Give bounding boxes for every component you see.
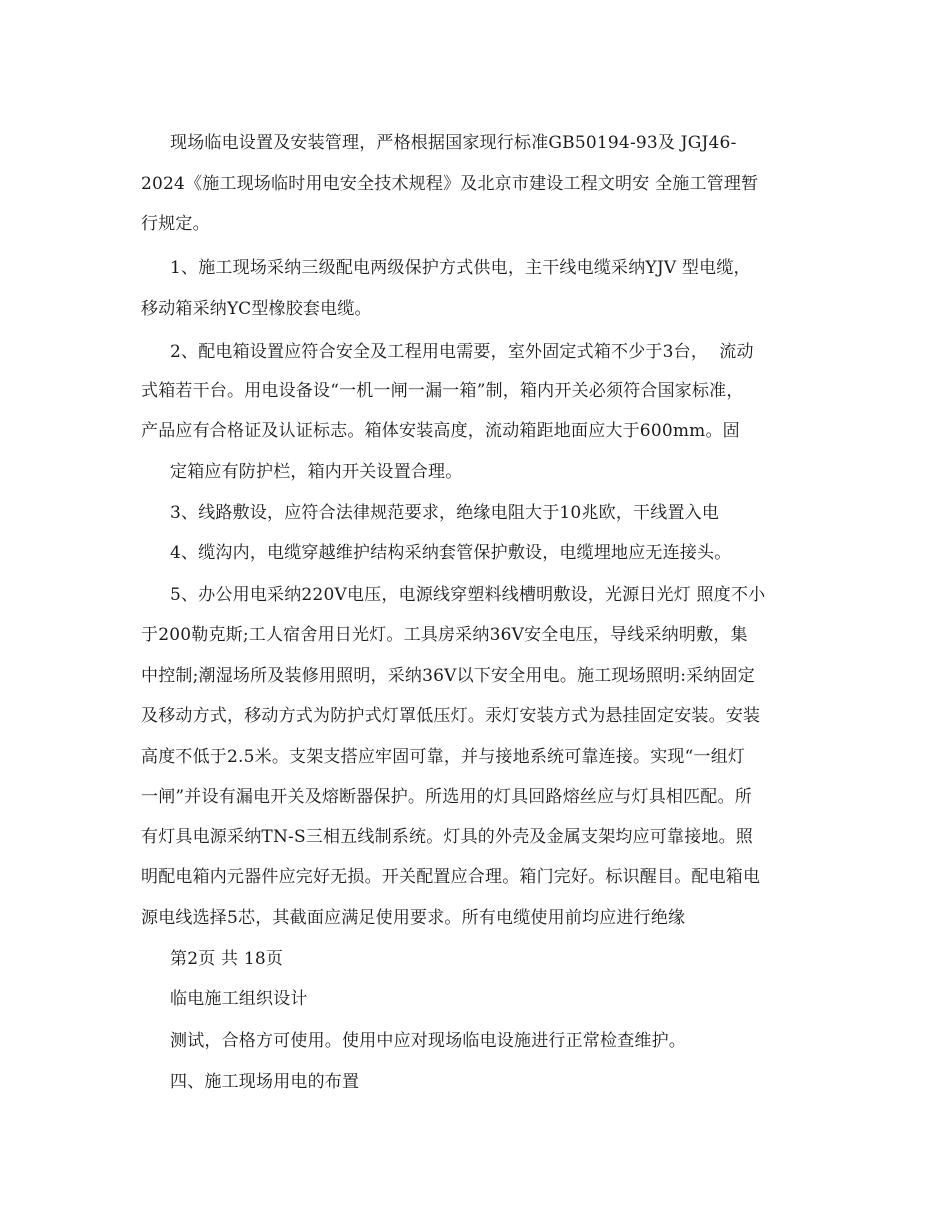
text-line: 测试，合格方可使用。使用中应对现场临电设施进行正常检查维护。 xyxy=(170,1031,686,1051)
text-line: 现场临电设置及安装管理，严格根据国家现行标准GB50194-93及 JGJ46- xyxy=(170,133,737,153)
text-line: 3、线路敷设，应符合法律规范要求，绝缘电阻大于10兆欧，干线置入电 xyxy=(170,503,720,523)
text-line: 定箱应有防护栏，箱内开关设置合理。 xyxy=(170,462,463,482)
section-heading: 四、施工现场用电的布置 xyxy=(170,1072,360,1092)
text-line: 产品应有合格证及认证标志。箱体安装高度，流动箱距地面应大于600mm。固 xyxy=(141,421,740,441)
text-line: 1、施工现场采纳三级配电两级保护方式供电，主干线电缆采纳YJV 型电缆， xyxy=(170,258,751,278)
text-line: 5、办公用电采纳220V电压，电源线穿塑料线槽明敷设，光源日光灯 照度不小 xyxy=(170,585,766,605)
section-title: 临电施工组织设计 xyxy=(170,989,308,1009)
text-line: 于200勒克斯;工人宿舍用日光灯。工具房采纳36V安全电压，导线采纳明敷，集 xyxy=(141,625,748,645)
text-line: 式箱若干台。用电设备设“一机一闸一漏一箱”制，箱内开关必须符合国家标准， xyxy=(141,381,744,401)
text-line: 2、配电箱设置应符合安全及工程用电需要，室外固定式箱不少于3台， 流动 xyxy=(170,342,754,362)
text-line: 移动箱采纳YC型橡胶套电缆。 xyxy=(141,299,372,319)
page-number: 第2页 共 18页 xyxy=(170,949,284,969)
text-line: 一闸”并设有漏电开关及熔断器保护。所选用的灯具回路熔丝应与灯具相匹配。所 xyxy=(141,787,752,807)
text-line: 4、缆沟内，电缆穿越维护结构采纳套管保护敷设，电缆埋地应无连接头。 xyxy=(170,543,732,563)
text-line: 有灯具电源采纳TN-S三相五线制系统。灯具的外壳及金属支架均应可靠接地。照 xyxy=(141,827,754,847)
text-line: 明配电箱内元器件应完好无损。开关配置应合理。箱门完好。标识醒目。配电箱电 xyxy=(141,867,761,887)
text-line: 2024《施工现场临时用电安全技术规程》及北京市建设工程文明安 全施工管理暂 xyxy=(141,174,759,194)
text-line: 及移动方式，移动方式为防护式灯罩低压灯。汞灯安装方式为悬挂固定安装。安装 xyxy=(141,706,761,726)
text-line: 行规定。 xyxy=(141,214,210,234)
text-line: 高度不低于2.5米。支架支搭应牢固可靠，并与接地系统可靠连接。实现“一组灯 xyxy=(141,747,746,767)
text-line: 中控制;潮湿场所及装修用照明，采纳36V以下安全用电。施工现场照明:采纳固定 xyxy=(141,666,755,686)
text-line: 源电线选择5芯，其截面应满足使用要求。所有电缆使用前均应进行绝缘 xyxy=(141,908,686,928)
